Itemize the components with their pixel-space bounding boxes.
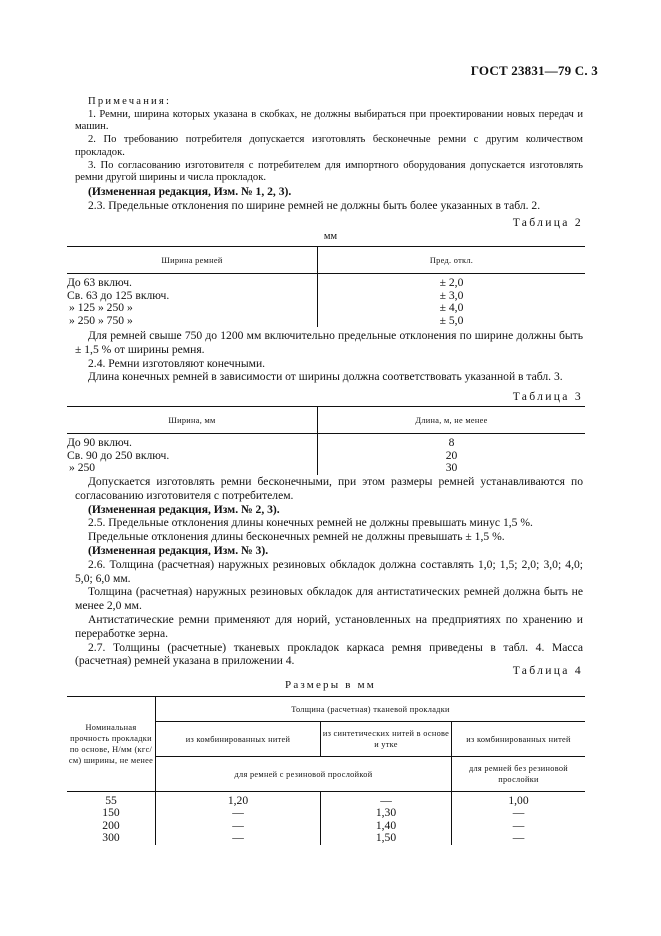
table3-cell: До 90 включ. (67, 434, 318, 450)
notes-block (75, 96, 583, 185)
edit-note-2: (Измененная редакция, Изм. № 2, 3). (88, 502, 280, 516)
table4-cell: 200 (67, 820, 156, 832)
table-row (67, 832, 585, 844)
table4-header-combined-1: из комбинированных нитей (156, 722, 321, 757)
paragraph-2-7: 2.7. Толщины (расчетные) тканевых прокладок каркаса ремня приведены в табл. 4. Масса (расчетная) ремней указана в приложении 4. (75, 640, 583, 668)
table4-cell: — (156, 820, 321, 832)
table-row (67, 434, 585, 450)
paragraph-2-5: 2.5. Предельные отклонения длины конечных ремней не должны превышать минус 1,5 %. (88, 516, 533, 530)
table4-header-with-rubber: для ремней с резиновой прослойкой (156, 757, 452, 792)
table-row (67, 450, 585, 463)
note-3: 3. По согласованию изготовителя с потребителем для импортного оборудования допускается изготовлять ремни другой ширины и числа прокладок. (75, 159, 583, 184)
table3-header-length: Длина, м, не менее (318, 407, 586, 434)
table4-cell: — (512, 818, 525, 832)
paragraph-antistatic-thickness: Толщина (расчетная) наружных резиновых обкладок для антистатических ремней должна быть не менее 2,0 мм. (75, 585, 583, 613)
table4-cell: 1,50 (321, 832, 452, 844)
table4-cell: 55 (67, 792, 156, 808)
table4-header-thickness: Толщина (расчетная) тканевой прокладки (156, 697, 586, 722)
table-row (67, 302, 585, 315)
table3-caption: Таблица 3 (512, 390, 583, 403)
paragraph-length: Длина конечных ремней в зависимости от ширины должна соответствовать указанной в табл. 3. (88, 370, 563, 384)
section-2-5-2-7 (75, 475, 583, 668)
table4-cell: 1,40 (321, 820, 452, 832)
paragraph-endless: Допускается изготовлять ремни бесконечными, при этом размеры ремней устанавливаются по согласованию изготовителя с потребителем. (75, 475, 583, 502)
table4-caption: Таблица 4 (512, 664, 583, 677)
table-3 (67, 406, 585, 475)
table2-cell: ± 4,0 (439, 301, 464, 315)
table4-cell: 1,00 (508, 794, 529, 807)
table2-cell: » 250 » 750 » (67, 315, 318, 328)
table4-header-synthetic: из синтетических нитей в основе и утке (321, 722, 452, 757)
table3-cell: 30 (445, 461, 458, 475)
table4-header-strength: Номинальная прочность прокладки по основе, Н/мм (кгс/см) ширины, не менее (67, 697, 156, 792)
paragraph-antistatic-use: Антистатические ремни применяют для норий, установленных на предприятиях по хранению и переработке зерна. (75, 612, 583, 640)
table-row (67, 807, 585, 819)
table2-header-width: Ширина ремней (67, 247, 318, 274)
table2-units: мм (323, 231, 338, 242)
table2-header-deviation: Пред. откл. (318, 247, 586, 274)
paragraph-width-1200: Для ремней свыше 750 до 1200 мм включительно предельные отклонения по ширине должны быть ± 1,5 % от ширины ремня. (75, 329, 583, 356)
table4-header-combined-2: из комбинированных нитей (452, 722, 586, 757)
paragraph-2-6: 2.6. Толщина (расчетная) наружных резиновых обкладок должна составлять 1,0; 1,5; 2,0; 3,0; 4,0; 5,0; 6,0 мм. (75, 557, 583, 585)
paragraph-2-3: 2.3. Предельные отклонения по ширине ремней не должны быть более указанных в табл. 2. (88, 198, 541, 212)
page-header: ГОСТ 23831—79 С. 3 (470, 63, 598, 78)
paragraph-2-4: 2.4. Ремни изготовляют конечными. (88, 356, 266, 370)
table-row (67, 274, 585, 290)
table3-cell: Св. 90 до 250 включ. (67, 450, 318, 463)
table-row (67, 792, 585, 808)
table4-header-without-rubber: для ремней без резиновой прослойки (452, 757, 586, 792)
table4-cell: 1,30 (321, 807, 452, 819)
note-1: 1. Ремни, ширина которых указана в скобках, не должны выбираться при проектировании новых передач и машин. (75, 108, 583, 133)
table-row (67, 315, 585, 328)
table2-cell: ± 2,0 (439, 276, 464, 289)
table4-cell: — (512, 831, 525, 845)
notes-heading: Примечания: (88, 96, 172, 107)
table-4 (67, 696, 585, 845)
note-2: 2. По требованию потребителя допускается изготовлять бесконечные ремни с другим количеством прокладок. (75, 134, 583, 158)
table-row (67, 820, 585, 832)
table-row (67, 462, 585, 475)
table3-cell: » 250 (67, 462, 318, 475)
table2-caption: Таблица 2 (512, 216, 583, 229)
table4-cell: — (321, 792, 452, 808)
edit-note-3: (Измененная редакция, Изм. № 3). (88, 543, 269, 557)
table2-cell: Св. 63 до 125 включ. (67, 290, 318, 303)
table3-header-width: Ширина, мм (67, 407, 318, 434)
table3-cell: 20 (445, 448, 458, 462)
section-2-4 (75, 329, 583, 384)
table2-cell: » 125 » 250 » (67, 302, 318, 315)
table2-cell: ± 5,0 (439, 313, 464, 327)
table4-cell: 300 (67, 832, 156, 844)
table4-cell: 1,20 (156, 792, 321, 808)
section-2-3 (75, 185, 583, 213)
table4-cell: — (156, 832, 321, 844)
table4-cell: — (156, 807, 321, 819)
table4-cell: — (512, 806, 525, 820)
table2-cell: ± 3,0 (439, 288, 464, 302)
table4-cell: 150 (67, 807, 156, 819)
table3-cell: 8 (448, 436, 455, 449)
edit-note-1: (Измененная редакция, Изм. № 1, 2, 3). (88, 185, 292, 198)
table2-cell: До 63 включ. (67, 274, 318, 290)
paragraph-endless-deviation: Предельные отклонения длины бесконечных ремней не должны превышать ± 1,5 %. (88, 530, 505, 544)
table4-units: Размеры в мм (285, 679, 376, 691)
table-2 (67, 246, 585, 327)
table-row (67, 290, 585, 303)
